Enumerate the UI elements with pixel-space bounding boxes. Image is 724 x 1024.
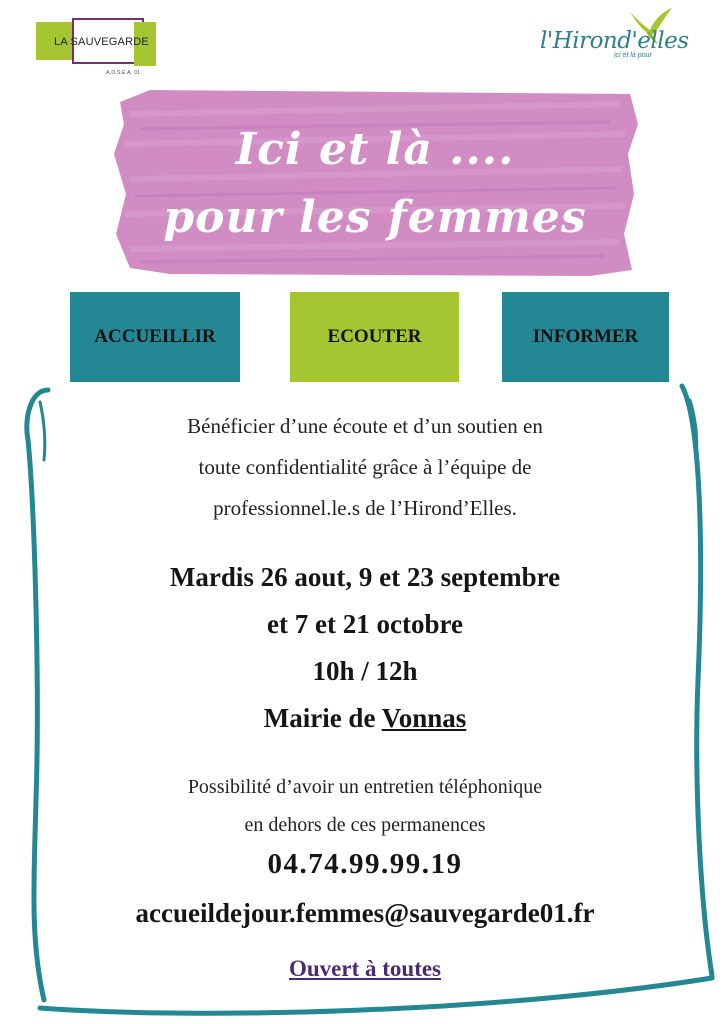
title-line-1: Ici et là .... — [235, 124, 515, 175]
schedule — [60, 554, 670, 742]
pink-scribble-background — [110, 84, 640, 280]
box-accueillir: ACCUEILLIR — [70, 292, 240, 382]
open-to-all-link[interactable]: Ouvert à toutes — [288, 956, 442, 981]
place — [60, 695, 670, 742]
hours: 10h / 12h — [312, 656, 418, 686]
intro-line-3: professionnel.le.s de l’Hirond’Elles. — [213, 496, 517, 520]
phone-note-line-1: Possibilité d’avoir un entretien téléphonique — [187, 776, 543, 798]
box-ecouter: ECOUTER — [290, 292, 459, 382]
intro-line-1: Bénéficier d’une écoute et d’un soutien en — [187, 414, 543, 438]
dates-line-2: et 7 et 21 octobre — [267, 609, 463, 639]
phone-note — [60, 768, 670, 844]
phone-note-line-2: en dehors de ces permanences — [244, 814, 486, 836]
logo-right-tagline: ici et là pour — [614, 52, 652, 59]
logo-left-sub: A.D.S.E.A. 01 — [106, 70, 140, 76]
title-banner — [110, 84, 640, 280]
intro-text — [60, 406, 670, 529]
logo-left-name: LA SAUVEGARDE — [54, 36, 149, 48]
place-town: Vonnas — [381, 703, 467, 733]
box-informer: INFORMER — [502, 292, 669, 382]
place-prefix: Mairie de — [263, 703, 376, 733]
dates-line-1: Mardis 26 aout, 9 et 23 septembre — [169, 562, 561, 592]
hirondelles-logo — [536, 6, 706, 78]
logo-right-name: l'Hirond'elles — [540, 28, 689, 54]
title-line-2: pour les femmes — [163, 192, 587, 243]
phone-number[interactable]: 04.74.99.99.19 — [267, 848, 463, 880]
intro-line-2: toute confidentialité grâce à l’équipe de — [198, 455, 532, 479]
sauvegarde-logo — [36, 12, 158, 76]
email-address[interactable]: accueildejour.femmes@sauvegarde01.fr — [135, 898, 595, 928]
